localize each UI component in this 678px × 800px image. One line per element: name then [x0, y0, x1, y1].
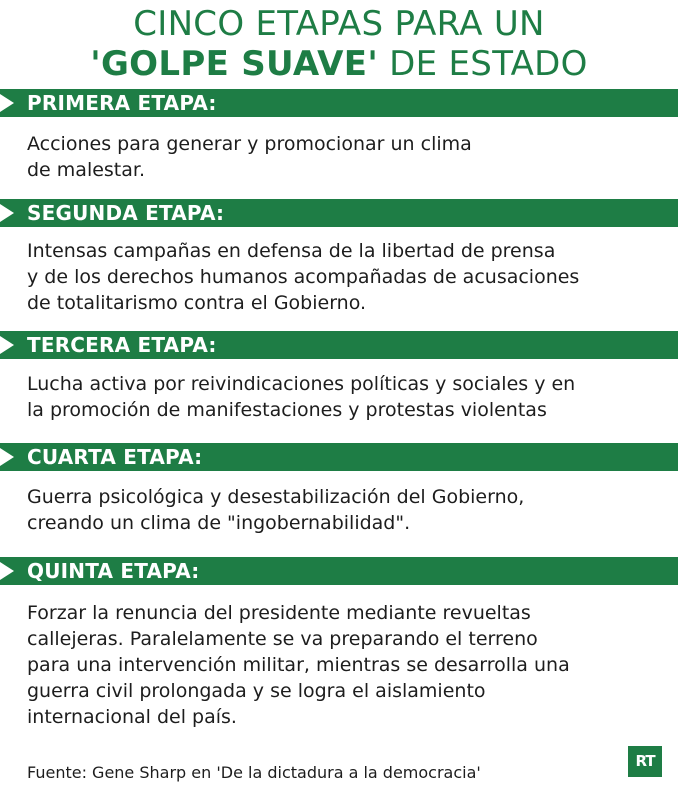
- stage-5-header: [0, 557, 678, 585]
- stage-3-line: Lucha activa por reivindicaciones políticas y sociales y en: [27, 373, 576, 395]
- stage-5-line: internacional del país.: [27, 706, 237, 728]
- stage-1-line: Acciones para generar y promocionar un clima: [27, 133, 472, 155]
- title-line-2-rest: DE ESTADO: [378, 44, 588, 84]
- stage-4-description: [0, 484, 678, 536]
- stage-4-header: [0, 443, 678, 471]
- stage-1-label: PRIMERA ETAPA:: [27, 91, 217, 115]
- stage-5-line: Forzar la renuncia del presidente mediante revueltas: [27, 602, 531, 624]
- stage-1-header: [0, 89, 678, 117]
- arrow-right-icon: [0, 448, 14, 466]
- arrow-right-icon: [0, 562, 14, 580]
- stage-1: [0, 89, 678, 183]
- stage-2-header: [0, 199, 678, 227]
- stage-5-label: QUINTA ETAPA:: [27, 559, 200, 583]
- stage-4-line: Guerra psicológica y desestabilización del Gobierno,: [27, 486, 525, 508]
- title-line-2: [0, 44, 678, 84]
- stage-5-line: callejeras. Paralelamente se va preparando el terreno: [27, 628, 538, 650]
- stage-2-line: y de los derechos humanos acompañadas de acusaciones: [27, 266, 580, 288]
- arrow-right-icon: [0, 204, 14, 222]
- stage-4-label: CUARTA ETAPA:: [27, 445, 203, 469]
- stage-3-label: TERCERA ETAPA:: [27, 333, 217, 357]
- stage-5: [0, 557, 678, 730]
- page-title: [0, 4, 678, 84]
- rt-logo: RT: [628, 746, 662, 777]
- stage-5-line: guerra civil prolongada y se logra el aislamiento: [27, 680, 486, 702]
- stage-5-line: para una intervención militar, mientras se desarrolla una: [27, 654, 570, 676]
- stage-4: [0, 443, 678, 536]
- stage-5-description: [0, 600, 678, 730]
- stage-2-line: Intensas campañas en defensa de la libertad de prensa: [27, 240, 556, 262]
- stage-1-description: [0, 131, 678, 183]
- stage-3-description: [0, 371, 678, 423]
- arrow-right-icon: [0, 336, 14, 354]
- stage-2-line: de totalitarismo contra el Gobierno.: [27, 292, 367, 314]
- arrow-right-icon: [0, 94, 14, 112]
- source-credit: Fuente: Gene Sharp en 'De la dictadura a la democracia': [27, 763, 481, 782]
- stage-4-line: creando un clima de "ingobernabilidad".: [27, 512, 411, 534]
- title-line-1: CINCO ETAPAS PARA UN: [133, 4, 545, 44]
- stage-3: [0, 331, 678, 423]
- stage-2-label: SEGUNDA ETAPA:: [27, 201, 225, 225]
- stage-1-line: de malestar.: [27, 159, 146, 181]
- title-highlight: 'GOLPE SUAVE': [90, 44, 379, 84]
- stage-2-description: [0, 238, 678, 316]
- stage-3-line: la promoción de manifestaciones y protestas violentas: [27, 399, 547, 421]
- stage-3-header: [0, 331, 678, 359]
- stage-2: [0, 199, 678, 316]
